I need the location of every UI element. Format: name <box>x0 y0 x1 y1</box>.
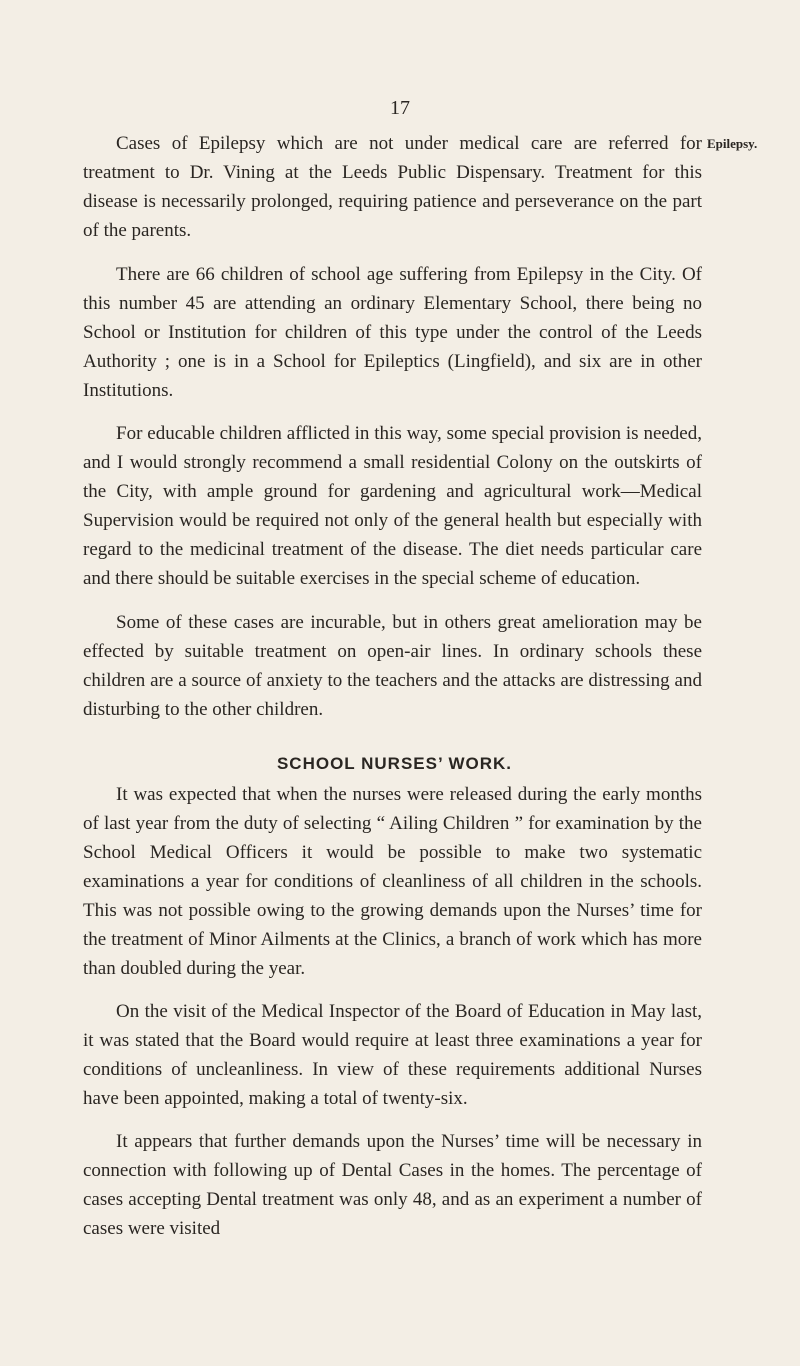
margin-note: Epilepsy. <box>707 136 758 151</box>
paragraph: On the visit of the Medical Inspector of the Board of Education in May last, it was stated that the Board would require at least three examinations a year for conditions of uncleanliness. In view of these requirements additional Nurses have been appointed, making a total of twenty-six. <box>83 1001 702 1109</box>
paragraph: Cases of Epilepsy which are not under medical care are referred for treatment to Dr. Vining at the Leeds Public Dispensary. Treatment for this disease is necessarily prolonged, requiring patience and perseverance on the part of the parents. <box>83 133 702 241</box>
page-number: 17 <box>390 97 410 119</box>
paragraph: There are 66 children of school age suffering from Epilepsy in the City. Of this number 45 are attending an ordinary Elementary School, there being no School or Institution for children of this type under the control of the Leeds Authority ; one is in a School for Epileptics (Lingfield), and six are in other Institutions. <box>83 264 702 401</box>
paragraph: Some of these cases are incurable, but in others great amelioration may be effected by suitable treatment on open-air lines. In ordinary schools these children are a source of anxiety to the teachers and the attacks are distressing and disturbing to the other children. <box>83 612 702 720</box>
paragraph: It appears that further demands upon the Nurses’ time will be necessary in connection with following up of Dental Cases in the homes. The percentage of cases accepting Dental treatment was only 48, and as an experiment a number of cases were visited <box>83 1131 702 1239</box>
paragraph: For educable children afflicted in this way, some special provision is needed, and I would strongly recommend a small residential Colony on the outskirts of the City, with ample ground for gardening and agricultural work—Medical Supervision would be required not only of the general health but especially with regard to the medicinal treatment of the disease. The diet needs particular care and there should be suitable exercises in the special scheme of education. <box>83 423 702 589</box>
paragraph: It was expected that when the nurses were released during the early months of last year from the duty of selecting “ Ailing Children ” for examination by the School Medical Officers it would be possible to make two systematic examinations a year for conditions of cleanliness of all children in the schools. This was not possible owing to the growing demands upon the Nurses’ time for the treatment of Minor Ailments at the Clinics, a branch of work which has more than doubled during the year. <box>83 784 702 979</box>
body-text <box>83 129 702 1243</box>
section-heading: SCHOOL NURSES’ WORK. <box>276 754 513 773</box>
